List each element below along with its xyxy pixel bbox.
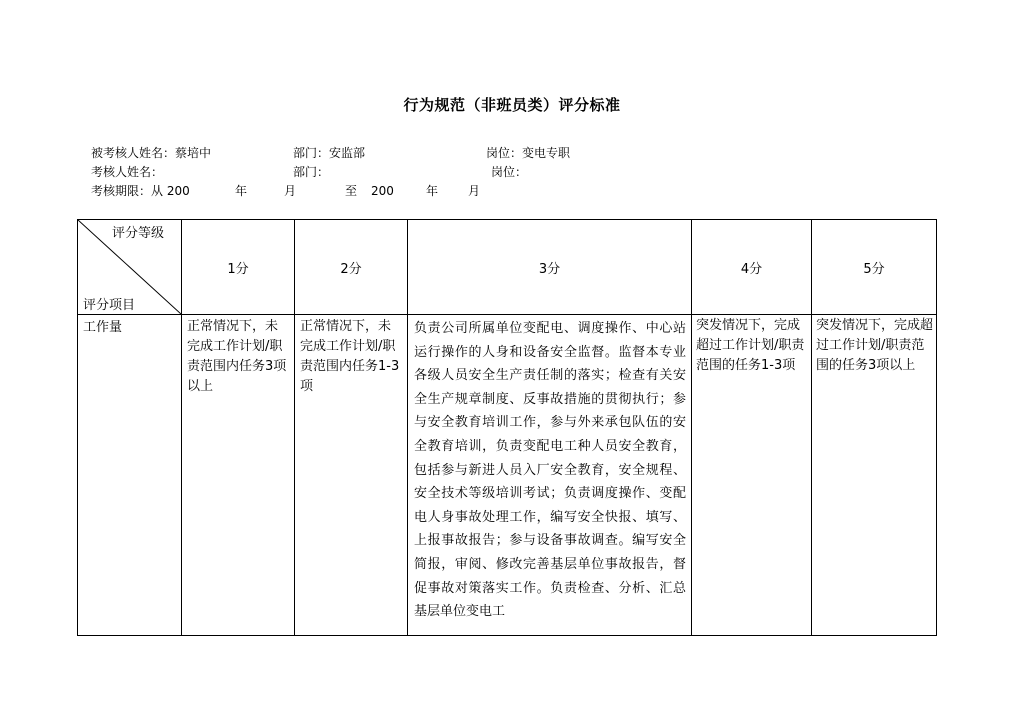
corner-label-grade: 评分等级 bbox=[111, 226, 164, 241]
criteria-cell-5: 突发情况下，完成超过工作计划/职责范围的任务3项以上 bbox=[812, 315, 937, 636]
examinee-name: 被考核人姓名：蔡培中 bbox=[91, 146, 212, 160]
period-year-value: 200 bbox=[371, 184, 394, 198]
criteria-cell-2: 正常情况下，未完成工作计划/职责范围内任务1-3项 bbox=[295, 315, 408, 636]
criteria-cell-1: 正常情况下，未完成工作计划/职责范围内任务3项以上 bbox=[182, 315, 295, 636]
examiner-name: 考核人姓名： bbox=[91, 165, 164, 179]
period-year-2: 年 bbox=[426, 184, 439, 198]
period-to: 至 bbox=[345, 184, 358, 198]
level-header-3: 3分 bbox=[408, 220, 692, 315]
item-label-workload: 工作量 bbox=[78, 315, 182, 636]
period-month-1: 月 bbox=[284, 184, 297, 198]
level-header-4: 4分 bbox=[692, 220, 812, 315]
scoring-table bbox=[77, 219, 937, 636]
level-header-1: 1分 bbox=[182, 220, 295, 315]
table-row bbox=[78, 315, 937, 636]
period-month-2: 月 bbox=[468, 184, 481, 198]
document-title: 行为规范（非班员类）评分标准 bbox=[403, 96, 621, 114]
examinee-department: 部门：安监部 bbox=[293, 146, 366, 160]
examiner-department: 部门： bbox=[293, 165, 330, 179]
criteria-cell-3 bbox=[408, 315, 692, 636]
corner-label-item: 评分项目 bbox=[83, 298, 136, 313]
level-header-2: 2分 bbox=[295, 220, 408, 315]
period-label: 考核期限：从 200 bbox=[91, 184, 190, 198]
corner-header-cell bbox=[78, 220, 182, 315]
examiner-position: 岗位： bbox=[491, 165, 528, 179]
period-year-1: 年 bbox=[235, 184, 248, 198]
criteria-cell-4: 突发情况下，完成超过工作计划/职责范围的任务1-3项 bbox=[692, 315, 812, 636]
criteria-cell-3-text: 负责公司所属单位变配电、调度操作、中心站运行操作的人身和设备安全监督。监督本专业各级人员安全生产责任制的落实；检查有关安全生产规章制度、反事故措施的贯彻执行；参与安全教育培训工作，参与外来承包队伍的安全教育培训，负责变配电工种人员安全教育，包括参与新进人员入厂安全教育，安全规程、安全技术等级培训考试；负责调度操作、变配电人身事故处理工作，编写安全快报、填写、上报事故报告；参与设备事故调查。编写安全简报，审阅、修改完善基层单位事故报告，督促事故对策落实工作。负责检查、分析、汇总基层单位变电工 bbox=[414, 321, 686, 620]
header-row bbox=[78, 220, 937, 315]
level-header-5: 5分 bbox=[812, 220, 937, 315]
examinee-position: 岗位：变电专职 bbox=[486, 146, 571, 160]
